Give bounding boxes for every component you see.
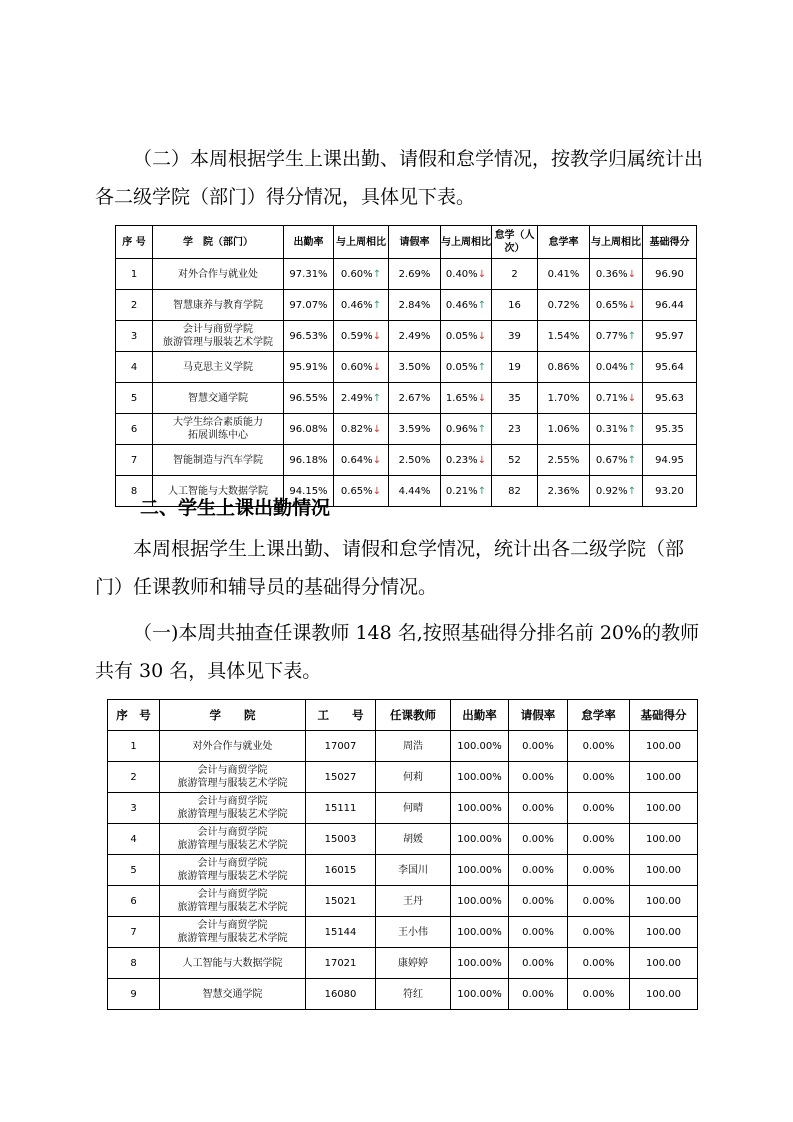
- row-number-cell: 4: [108, 824, 160, 855]
- trend-down-icon: ↓: [627, 392, 637, 404]
- change-cell: [334, 383, 389, 414]
- header-cell: 基础得分: [643, 226, 697, 259]
- college-cell: 智能制造与汽车学院: [153, 445, 284, 476]
- score-cell: 95.64: [643, 352, 697, 383]
- change-cell: [441, 445, 492, 476]
- attendance-rate-cell: 94.15%: [284, 476, 334, 507]
- score-cell: 95.63: [643, 383, 697, 414]
- attendance-rate-cell: 96.53%: [284, 321, 334, 352]
- row-number-cell: 9: [108, 979, 160, 1010]
- trend-up-icon: ↑: [477, 485, 487, 497]
- trend-up-icon: ↑: [627, 485, 637, 497]
- change-cell: [334, 259, 389, 290]
- table-row: [116, 383, 697, 414]
- header-cell: 与上周相比: [334, 226, 389, 259]
- college-cell: 马克思主义学院: [153, 352, 284, 383]
- change-value: 2.49%: [340, 392, 373, 404]
- truant-rate-cell: 2.55%: [538, 445, 590, 476]
- trend-up-icon: ↑: [372, 268, 382, 280]
- header-cell: 怠学率: [538, 226, 590, 259]
- change-value: 0.60%: [340, 361, 373, 373]
- change-cell: [590, 259, 643, 290]
- row-number-cell: 2: [116, 290, 153, 321]
- change-cell: [334, 321, 389, 352]
- score-cell: 93.20: [643, 476, 697, 507]
- trend-down-icon: ↓: [477, 392, 487, 404]
- change-value: 0.92%: [595, 485, 628, 497]
- teacher-name-cell: 何晴: [376, 793, 451, 824]
- header-cell: 怠学（人次）: [492, 226, 538, 259]
- change-cell: [441, 352, 492, 383]
- change-cell: [590, 445, 643, 476]
- truant-count-cell: 82: [492, 476, 538, 507]
- attendance-rate-cell: 97.31%: [284, 259, 334, 290]
- row-number-cell: 8: [116, 476, 153, 507]
- attendance-rate-cell: 96.18%: [284, 445, 334, 476]
- change-value: 0.05%: [445, 330, 478, 342]
- employee-id-cell: 15027: [306, 762, 376, 793]
- teacher-name-cell: 周浩: [376, 731, 451, 762]
- employee-id-cell: 15003: [306, 824, 376, 855]
- score-cell: 96.44: [643, 290, 697, 321]
- college-cell: 对外合作与就业处: [160, 731, 306, 762]
- change-value: 0.31%: [595, 423, 628, 435]
- leave-rate-cell: 0.00%: [509, 917, 568, 948]
- leave-rate-cell: 0.00%: [509, 979, 568, 1010]
- table-row: [116, 414, 697, 445]
- attendance-rate-cell: 96.55%: [284, 383, 334, 414]
- trend-up-icon: ↑: [372, 299, 382, 311]
- leave-rate-cell: 3.59%: [389, 414, 441, 445]
- leave-rate-cell: 0.00%: [509, 731, 568, 762]
- leave-rate-cell: 0.00%: [509, 793, 568, 824]
- header-cell: 与上周相比: [441, 226, 492, 259]
- table-row: [108, 824, 698, 855]
- attendance-rate-cell: 97.07%: [284, 290, 334, 321]
- truant-count-cell: 19: [492, 352, 538, 383]
- teacher-name-cell: 符红: [376, 979, 451, 1010]
- college-cell: 会计与商贸学院 旅游管理与服装艺术学院: [160, 917, 306, 948]
- row-number-cell: 4: [116, 352, 153, 383]
- change-cell: [441, 383, 492, 414]
- header-cell: 基础得分: [630, 700, 698, 731]
- trend-up-icon: ↑: [477, 423, 487, 435]
- table-row: [108, 855, 698, 886]
- change-cell: [590, 476, 643, 507]
- college-cell: 大学生综合素质能力 拓展训练中心: [153, 414, 284, 445]
- header-cell: 出勤率: [284, 226, 334, 259]
- change-value: 0.64%: [340, 454, 373, 466]
- trend-down-icon: ↓: [477, 330, 487, 342]
- change-value: 0.67%: [595, 454, 628, 466]
- row-number-cell: 3: [116, 321, 153, 352]
- change-value: 0.46%: [445, 299, 478, 311]
- score-cell: 100.00: [630, 824, 698, 855]
- score-cell: 100.00: [630, 793, 698, 824]
- header-cell: 学 院: [160, 700, 306, 731]
- college-cell: 智慧交通学院: [160, 979, 306, 1010]
- change-cell: [441, 414, 492, 445]
- trend-up-icon: ↑: [477, 299, 487, 311]
- score-cell: 100.00: [630, 917, 698, 948]
- truant-count-cell: 35: [492, 383, 538, 414]
- trend-up-icon: ↑: [627, 361, 637, 373]
- table-row: [116, 352, 697, 383]
- attendance-rate-cell: 100.00%: [451, 855, 509, 886]
- trend-down-icon: ↓: [627, 268, 637, 280]
- header-cell: 序 号: [116, 226, 153, 259]
- trend-down-icon: ↓: [477, 268, 487, 280]
- truant-rate-cell: 0.00%: [568, 824, 630, 855]
- change-cell: [590, 290, 643, 321]
- teacher-name-cell: 何莉: [376, 762, 451, 793]
- row-number-cell: 3: [108, 793, 160, 824]
- leave-rate-cell: 0.00%: [509, 886, 568, 917]
- trend-up-icon: ↑: [627, 454, 637, 466]
- college-cell: 智慧康养与教育学院: [153, 290, 284, 321]
- table-row: [116, 259, 697, 290]
- table-row: [108, 948, 698, 979]
- score-cell: 100.00: [630, 855, 698, 886]
- score-cell: 100.00: [630, 979, 698, 1010]
- change-value: 1.65%: [445, 392, 478, 404]
- trend-down-icon: ↓: [477, 454, 487, 466]
- employee-id-cell: 17021: [306, 948, 376, 979]
- table-row: [116, 321, 697, 352]
- header-cell: 怠学率: [568, 700, 630, 731]
- attendance-rate-cell: 100.00%: [451, 793, 509, 824]
- change-cell: [441, 321, 492, 352]
- truant-rate-cell: 0.00%: [568, 793, 630, 824]
- trend-down-icon: ↓: [627, 299, 637, 311]
- change-cell: [590, 321, 643, 352]
- truant-rate-cell: 2.36%: [538, 476, 590, 507]
- college-cell: 会计与商贸学院 旅游管理与服装艺术学院: [160, 762, 306, 793]
- table-row: [108, 793, 698, 824]
- truant-rate-cell: 0.00%: [568, 731, 630, 762]
- header-cell: 任课教师: [376, 700, 451, 731]
- change-cell: [590, 383, 643, 414]
- change-value: 0.77%: [595, 330, 628, 342]
- employee-id-cell: 15021: [306, 886, 376, 917]
- paragraph-teacher-counselor-scores: 本周根据学生上课出勤、请假和怠学情况，统计出各二级学院（部门）任课教师和辅导员的基础得分情况。: [95, 538, 685, 598]
- teacher-score-table: [107, 699, 698, 1010]
- change-cell: [441, 259, 492, 290]
- trend-up-icon: ↑: [627, 330, 637, 342]
- teacher-name-cell: 王小伟: [376, 917, 451, 948]
- change-value: 0.46%: [340, 299, 373, 311]
- truant-rate-cell: 0.86%: [538, 352, 590, 383]
- truant-rate-cell: 0.72%: [538, 290, 590, 321]
- employee-id-cell: 15144: [306, 917, 376, 948]
- header-cell: 出勤率: [451, 700, 509, 731]
- college-cell: 会计与商贸学院 旅游管理与服装艺术学院: [160, 855, 306, 886]
- leave-rate-cell: 2.50%: [389, 445, 441, 476]
- leave-rate-cell: 0.00%: [509, 855, 568, 886]
- truant-rate-cell: 0.00%: [568, 979, 630, 1010]
- college-cell: 会计与商贸学院 旅游管理与服装艺术学院: [160, 793, 306, 824]
- change-value: 0.65%: [340, 485, 373, 497]
- change-value: 0.96%: [445, 423, 478, 435]
- truant-rate-cell: 1.06%: [538, 414, 590, 445]
- attendance-rate-cell: 100.00%: [451, 731, 509, 762]
- table-row: [108, 886, 698, 917]
- change-cell: [334, 414, 389, 445]
- score-cell: 94.95: [643, 445, 697, 476]
- table-row: [116, 290, 697, 321]
- change-cell: [334, 290, 389, 321]
- college-cell: 对外合作与就业处: [153, 259, 284, 290]
- college-cell: 智慧交通学院: [153, 383, 284, 414]
- header-cell: 与上周相比: [590, 226, 643, 259]
- row-number-cell: 6: [108, 886, 160, 917]
- paragraph-intro-college-scores: （二）本周根据学生上课出勤、请假和怠学情况，按教学归属统计出各二级学院（部门）得分情况，具体见下表。: [95, 148, 704, 208]
- change-value: 0.71%: [595, 392, 628, 404]
- college-cell: 会计与商贸学院 旅游管理与服装艺术学院: [153, 321, 284, 352]
- change-value: 0.59%: [340, 330, 373, 342]
- attendance-rate-cell: 96.08%: [284, 414, 334, 445]
- row-number-cell: 1: [108, 731, 160, 762]
- truant-rate-cell: 0.00%: [568, 917, 630, 948]
- score-cell: 100.00: [630, 886, 698, 917]
- score-cell: 100.00: [630, 731, 698, 762]
- score-cell: 95.97: [643, 321, 697, 352]
- row-number-cell: 7: [108, 917, 160, 948]
- table-row: [108, 917, 698, 948]
- teacher-name-cell: 王丹: [376, 886, 451, 917]
- header-cell: 工 号: [306, 700, 376, 731]
- change-cell: [441, 476, 492, 507]
- paragraph-teacher-sampling: （一)本周共抽查任课教师 148 名,按照基础得分排名前 20%的教师共有 30 名，具体见下表。: [95, 622, 700, 682]
- trend-up-icon: ↑: [372, 392, 382, 404]
- attendance-rate-cell: 100.00%: [451, 948, 509, 979]
- change-value: 0.21%: [445, 485, 478, 497]
- trend-up-icon: ↑: [477, 361, 487, 373]
- row-number-cell: 8: [108, 948, 160, 979]
- change-cell: [334, 445, 389, 476]
- change-value: 0.65%: [595, 299, 628, 311]
- leave-rate-cell: 3.50%: [389, 352, 441, 383]
- college-cell: 会计与商贸学院 旅游管理与服装艺术学院: [160, 824, 306, 855]
- row-number-cell: 5: [116, 383, 153, 414]
- leave-rate-cell: 2.49%: [389, 321, 441, 352]
- score-cell: 100.00: [630, 948, 698, 979]
- attendance-rate-cell: 95.91%: [284, 352, 334, 383]
- row-number-cell: 2: [108, 762, 160, 793]
- truant-rate-cell: 0.41%: [538, 259, 590, 290]
- truant-rate-cell: 0.00%: [568, 762, 630, 793]
- table-row: [108, 762, 698, 793]
- teacher-name-cell: 李国川: [376, 855, 451, 886]
- trend-down-icon: ↓: [372, 423, 382, 435]
- trend-down-icon: ↓: [372, 485, 382, 497]
- truant-rate-cell: 0.00%: [568, 948, 630, 979]
- attendance-rate-cell: 100.00%: [451, 824, 509, 855]
- row-number-cell: 7: [116, 445, 153, 476]
- change-value: 0.23%: [445, 454, 478, 466]
- college-cell: 人工智能与大数据学院: [160, 948, 306, 979]
- change-value: 0.82%: [340, 423, 373, 435]
- leave-rate-cell: 2.84%: [389, 290, 441, 321]
- college-cell: 会计与商贸学院 旅游管理与服装艺术学院: [160, 886, 306, 917]
- truant-rate-cell: 0.00%: [568, 886, 630, 917]
- teacher-name-cell: 康婷婷: [376, 948, 451, 979]
- change-cell: [590, 414, 643, 445]
- change-value: 0.40%: [445, 268, 478, 280]
- leave-rate-cell: 2.67%: [389, 383, 441, 414]
- college-cell: 人工智能与大数据学院: [153, 476, 284, 507]
- row-number-cell: 5: [108, 855, 160, 886]
- score-cell: 100.00: [630, 762, 698, 793]
- section-heading-student-attendance: 二、学生上课出勤情况: [140, 497, 331, 519]
- row-number-cell: 1: [116, 259, 153, 290]
- truant-count-cell: 52: [492, 445, 538, 476]
- attendance-rate-cell: 100.00%: [451, 979, 509, 1010]
- change-value: 0.36%: [595, 268, 628, 280]
- truant-count-cell: 16: [492, 290, 538, 321]
- header-cell: 请假率: [509, 700, 568, 731]
- score-cell: 96.90: [643, 259, 697, 290]
- trend-down-icon: ↓: [372, 361, 382, 373]
- attendance-rate-cell: 100.00%: [451, 886, 509, 917]
- truant-rate-cell: 1.70%: [538, 383, 590, 414]
- change-value: 0.04%: [595, 361, 628, 373]
- leave-rate-cell: 0.00%: [509, 824, 568, 855]
- table-header-row: [108, 700, 698, 731]
- table-row: [108, 979, 698, 1010]
- table-row: [116, 445, 697, 476]
- employee-id-cell: 16080: [306, 979, 376, 1010]
- truant-rate-cell: 0.00%: [568, 855, 630, 886]
- truant-count-cell: 23: [492, 414, 538, 445]
- trend-down-icon: ↓: [372, 454, 382, 466]
- leave-rate-cell: 4.44%: [389, 476, 441, 507]
- college-score-table: [115, 225, 697, 507]
- leave-rate-cell: 0.00%: [509, 948, 568, 979]
- change-cell: [590, 352, 643, 383]
- teacher-name-cell: 胡媛: [376, 824, 451, 855]
- truant-count-cell: 2: [492, 259, 538, 290]
- truant-count-cell: 39: [492, 321, 538, 352]
- change-cell: [334, 352, 389, 383]
- row-number-cell: 6: [116, 414, 153, 445]
- attendance-rate-cell: 100.00%: [451, 917, 509, 948]
- employee-id-cell: 17007: [306, 731, 376, 762]
- score-cell: 95.35: [643, 414, 697, 445]
- table-header-row: [116, 226, 697, 259]
- change-cell: [441, 290, 492, 321]
- attendance-rate-cell: 100.00%: [451, 762, 509, 793]
- change-value: 0.05%: [445, 361, 478, 373]
- trend-down-icon: ↓: [372, 330, 382, 342]
- header-cell: 请假率: [389, 226, 441, 259]
- header-cell: 序 号: [108, 700, 160, 731]
- table-row: [108, 731, 698, 762]
- header-cell: 学 院（部门）: [153, 226, 284, 259]
- employee-id-cell: 16015: [306, 855, 376, 886]
- trend-up-icon: ↑: [627, 423, 637, 435]
- employee-id-cell: 15111: [306, 793, 376, 824]
- truant-rate-cell: 1.54%: [538, 321, 590, 352]
- leave-rate-cell: 0.00%: [509, 762, 568, 793]
- change-value: 0.60%: [340, 268, 373, 280]
- change-cell: [334, 476, 389, 507]
- leave-rate-cell: 2.69%: [389, 259, 441, 290]
